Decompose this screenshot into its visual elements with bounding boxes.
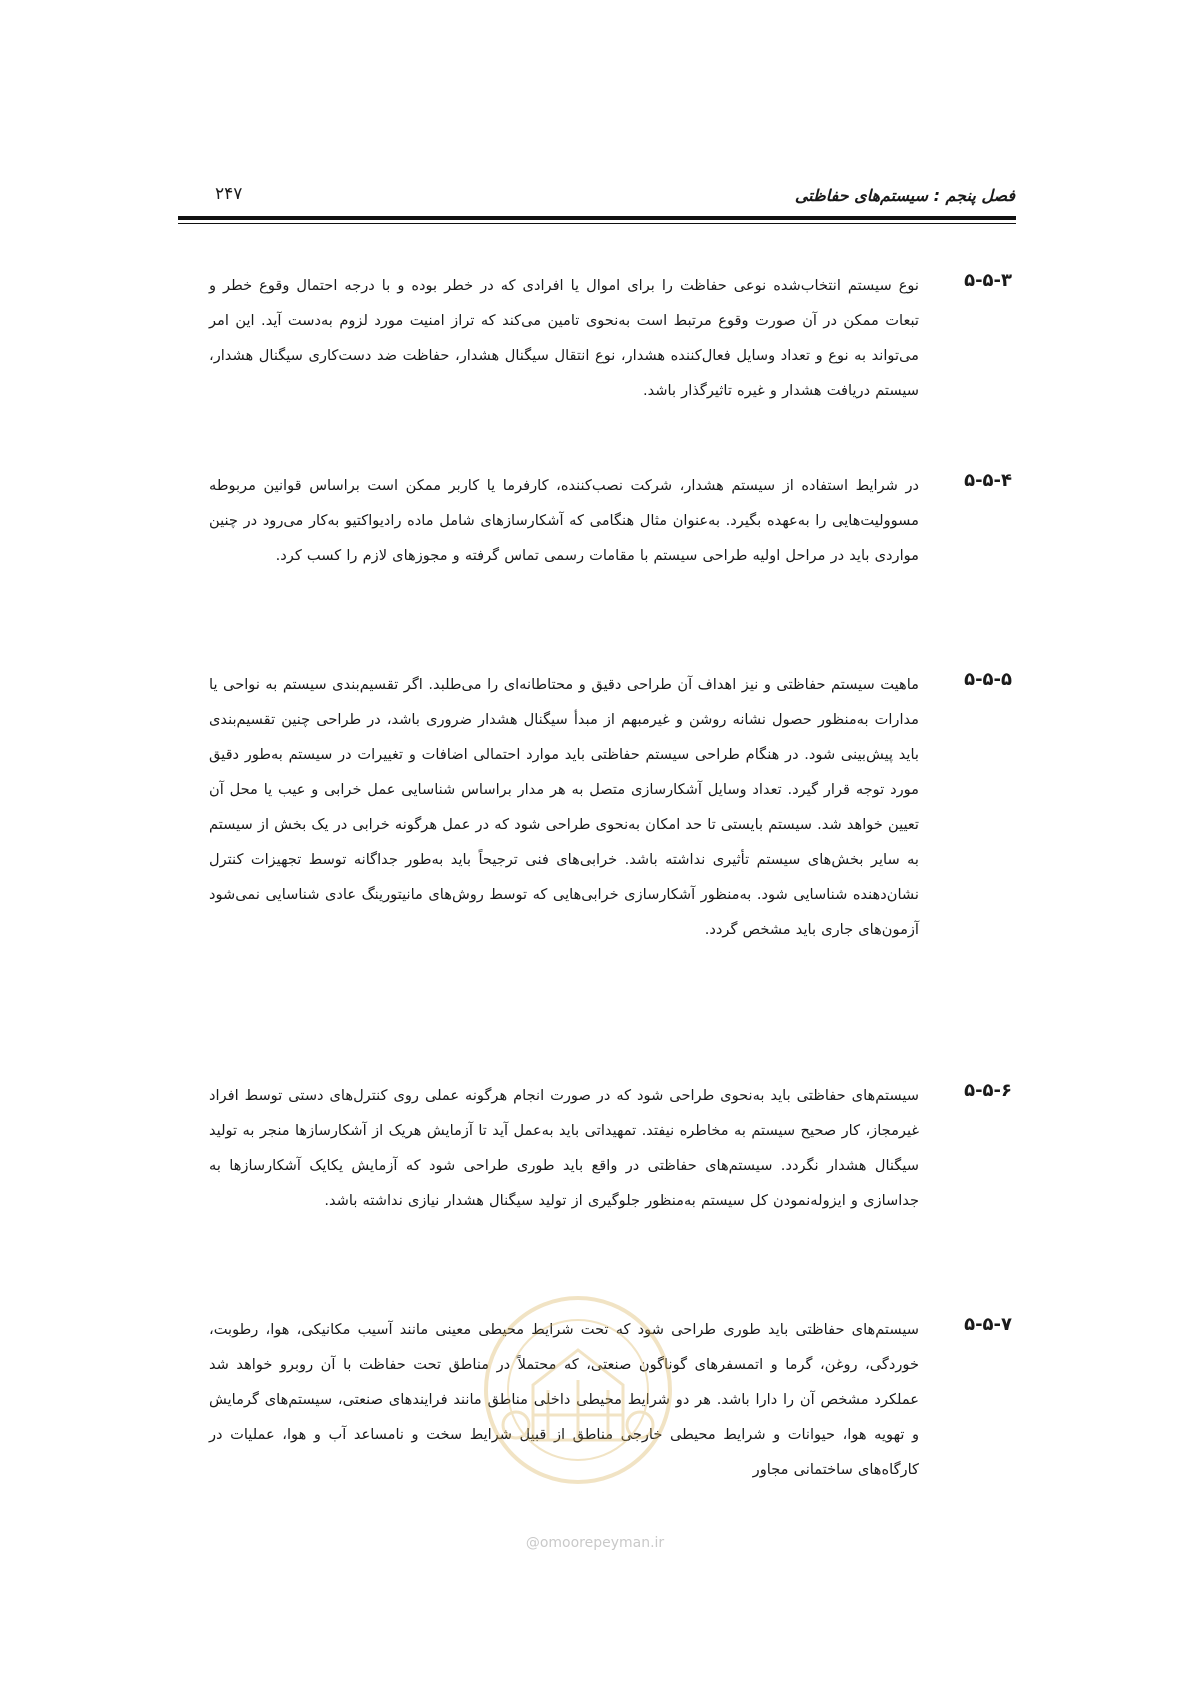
section-number: ۵-۵-۷ bbox=[964, 1314, 1012, 1335]
header-divider bbox=[178, 216, 1016, 220]
section-number: ۵-۵-۴ bbox=[964, 470, 1012, 491]
section-number: ۵-۵-۶ bbox=[964, 1080, 1012, 1101]
section-paragraph: نوع سیستم انتخاب‌شده نوعی حفاظت را برای اموال یا افرادی که در خطر بوده و با درجه احتمال وقوع خطر و تبعات ممکن در آن صورت وقوع مرتبط است به‌نحوی تامین می‌کند که تراز امنیت مورد لزوم به‌دست آید. این امر می‌تواند به نوع و تعداد وسایل فعال‌کننده هشدار، نوع انتقال سیگنال هشدار، حفاظت ضد دست‌کاری سیگنال هشدار، سیستم دریافت هشدار و غیره تاثیرگذار باشد. bbox=[209, 277, 919, 399]
section-number: ۵-۵-۵ bbox=[964, 669, 1012, 690]
chapter-title: فصل پنجم : سیستم‌های حفاظتی bbox=[794, 186, 1015, 205]
section-paragraph: ماهیت سیستم حفاظتی و نیز اهداف آن طراحی دقیق و محتاطانه‌ای را می‌طلبد. اگر تقسیم‌بندی سیستم به نواحی یا مدارات به‌منظور حصول نشانه روشن و غیرمبهم از مبدأ سیگنال هشدار ضروری باشد، در طراحی چنین تقسیم‌بندی باید پیش‌بینی شود. در هنگام طراحی سیستم حفاظتی باید موارد احتمالی اضافات و تغییرات در سیستم به‌طور دقیق مورد توجه قرار گیرد. تعداد وسایل آشکارسازی متصل به هر مدار براساس شناسایی عمل خرابی و عیب یا محل آن تعیین خواهد شد. سیستم بایستی تا حد امکان به‌نحوی طراحی شود که در عمل هرگونه خرابی در یک بخش از سیستم به سایر بخش‌های سیستم تأثیری نداشته باشد. خرابی‌های فنی ترجیحاً باید به‌طور جداگانه توسط تجهیزات کنترل نشان‌دهنده شناسایی شود. به‌منظور آشکارسازی خرابی‌هایی که توسط روش‌های مانیتورینگ عادی شناسایی نمی‌شود آزمون‌های جاری باید مشخص گردد. bbox=[209, 676, 919, 938]
section-paragraph: سیستم‌های حفاظتی باید به‌نحوی طراحی شود که در صورت انجام هرگونه عملی روی کنترل‌های دستی توسط افراد غیرمجاز، کار صحیح سیستم به مخاطره نیفتد. تمهیداتی باید به‌عمل آید تا آزمایش هریک از آشکارسازها منجر به تولید سیگنال هشدار نگردد. سیستم‌های حفاظتی در واقع باید طوری طراحی شود که آزمایش یکایک آشکارسازها به جداسازی و ایزوله‌نمودن کل سیستم به‌منظور جلوگیری از تولید سیگنال هشدار نیازی نداشته باشد. bbox=[209, 1087, 919, 1209]
section-number: ۵-۵-۳ bbox=[964, 270, 1012, 291]
watermark-url: @omoorepeyman.ir bbox=[525, 1535, 665, 1551]
header-divider-thin bbox=[178, 223, 1016, 224]
page-number: ۲۴۷ bbox=[215, 184, 243, 204]
section-paragraph: در شرایط استفاده از سیستم هشدار، شرکت نصب‌کننده، کارفرما یا کاربر ممکن است براساس قوانین مربوطه مسوولیت‌هایی را به‌عهده بگیرد. به‌عنوان مثال هنگامی که آشکارسازهای شامل ماده رادیواکتیو به‌کار می‌رود در چنین مواردی باید در مراحل اولیه طراحی سیستم با مقامات رسمی تماس گرفته و مجوزهای لازم را کسب کرد. bbox=[209, 477, 919, 564]
watermark-logo bbox=[478, 1290, 678, 1490]
section-paragraph: سیستم‌های حفاظتی باید طوری طراحی شود که تحت شرایط محیطی معینی مانند آسیب مکانیکی، هوا، رطوبت، خوردگی، روغن، گرما و اتمسفرهای گوناگون صنعتی، که محتملاً در مناطق تحت حفاظت با آن روبرو خواهد شد عملکرد مشخص آن را دارا باشد. هر دو شرایط محیطی داخلی مناطق مانند فرایندهای صنعتی، سیستم‌های گرمایش و تهویه هوا، حیوانات و شرایط محیطی خارجی مناطق از قبیل شرایط سخت و نامساعد آب و هوا، عملیات در کارگاه‌های ساختمانی مجاور bbox=[209, 1321, 919, 1478]
page-header bbox=[215, 180, 1015, 210]
